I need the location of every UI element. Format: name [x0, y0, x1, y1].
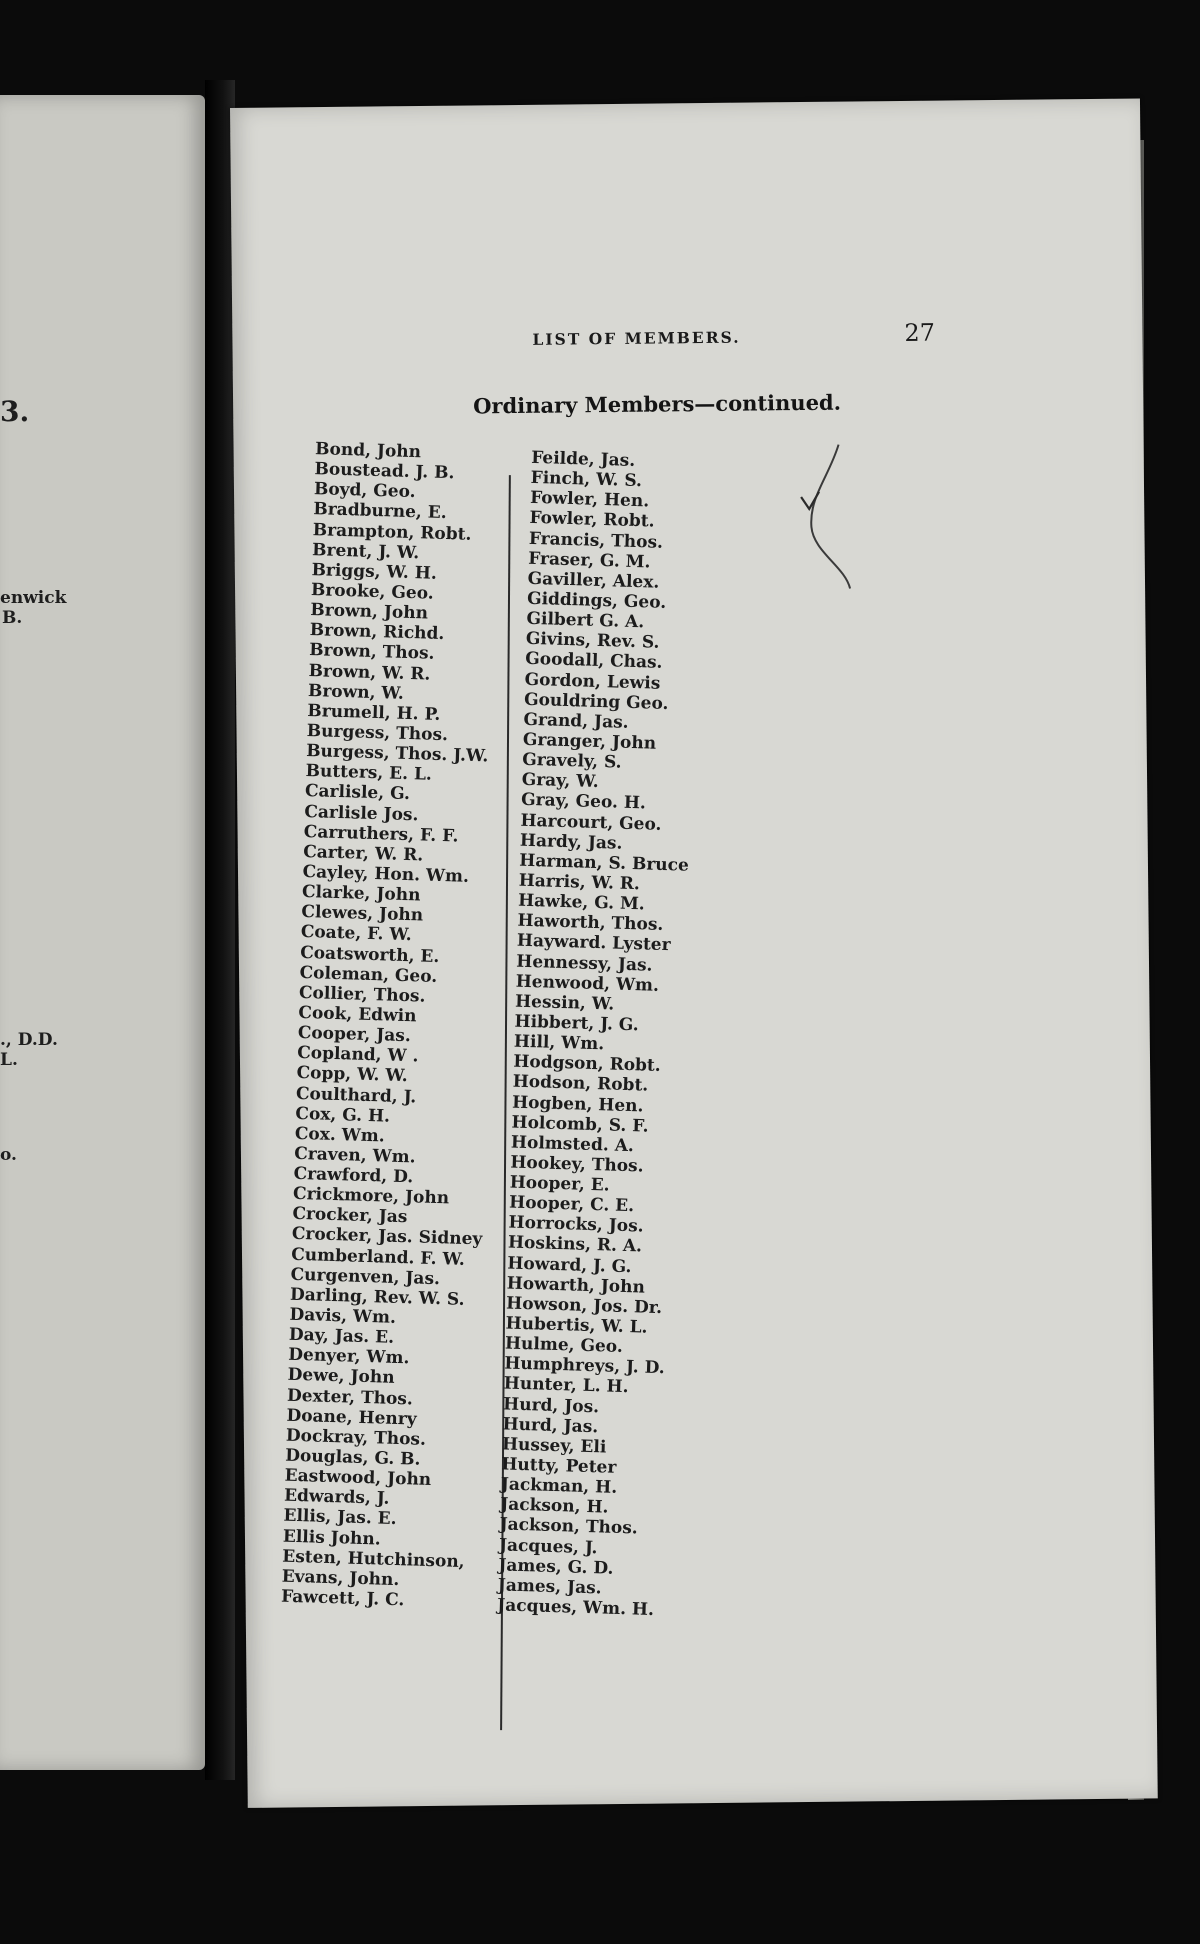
- right-page: [230, 98, 1158, 1807]
- page-number: 27: [904, 318, 936, 347]
- member-entry: Darling, Rev. W. S.: [289, 1284, 465, 1310]
- member-entry: Hill, Wm.: [513, 1031, 605, 1055]
- member-entry: Gaviller, Alex.: [527, 568, 660, 593]
- member-entry: Coate, F. W.: [300, 922, 413, 946]
- member-entry: Carruthers, F. F.: [303, 821, 459, 847]
- member-entry: Givins, Rev. S.: [525, 629, 660, 654]
- member-entry: Hodson, Robt.: [512, 1071, 649, 1096]
- left-page-fragment: B.: [2, 608, 23, 628]
- member-entry: Horrocks, Jos.: [508, 1212, 644, 1237]
- member-entry: Burgess, Thos.: [306, 720, 449, 746]
- member-entry: Fowler, Hen.: [529, 488, 650, 512]
- member-entry: Ellis John.: [282, 1526, 382, 1550]
- left-page-fragment: o.: [0, 1145, 17, 1165]
- member-entry: Hunter, L. H.: [503, 1373, 629, 1398]
- member-entry: Coatsworth, E.: [299, 942, 440, 967]
- member-entry: Harman, S. Bruce: [519, 850, 690, 876]
- member-entry: Doane, Henry: [286, 1405, 417, 1430]
- member-entry: Harcourt, Geo.: [520, 810, 662, 835]
- member-entry: Hogben, Hen.: [511, 1092, 644, 1116]
- member-entry: Howson, Jos. Dr.: [505, 1293, 663, 1319]
- member-entry: Jackman, H.: [500, 1474, 618, 1499]
- book-gutter: [205, 80, 235, 1780]
- member-entry: Hubertis, W. L.: [505, 1313, 648, 1338]
- members-column-1: [281, 439, 506, 1612]
- member-entry: Feilde, Jas.: [530, 447, 636, 471]
- member-entry: Gravely, S.: [522, 749, 622, 773]
- member-entry: Dexter, Thos.: [286, 1385, 414, 1410]
- member-entry: Brown, W.: [307, 680, 405, 704]
- member-entry: Burgess, Thos. J.W.: [305, 741, 489, 767]
- member-entry: Boyd, Geo.: [313, 479, 416, 503]
- member-entry: Jackson, H.: [499, 1494, 609, 1518]
- member-entry: Brent, J. W.: [311, 539, 420, 563]
- left-facing-page: [0, 95, 205, 1770]
- member-entry: Hayward. Lyster: [516, 931, 671, 956]
- member-entry: Cox, G. H.: [295, 1103, 391, 1127]
- member-entry: Dewe, John: [287, 1365, 395, 1389]
- running-head: LIST OF MEMBERS.: [532, 327, 741, 349]
- member-entry: Hurd, Jas.: [502, 1414, 599, 1438]
- member-entry: Goodall, Chas.: [525, 649, 663, 674]
- member-entry: Giddings, Geo.: [526, 588, 667, 613]
- member-entry: Denyer, Wm.: [287, 1345, 410, 1369]
- member-entry: Bond, John: [314, 439, 422, 463]
- member-entry: Esten, Hutchinson,: [282, 1546, 465, 1572]
- member-entry: Jackson, Thos.: [499, 1514, 638, 1539]
- member-entry: Grand, Jas.: [523, 709, 629, 733]
- member-entry: Curgenven, Jas.: [290, 1264, 441, 1289]
- member-entry: Humphreys, J. D.: [504, 1353, 665, 1379]
- member-entry: Carter, W. R.: [302, 841, 424, 866]
- member-entry: Hookey, Thos.: [510, 1152, 644, 1177]
- member-entry: Finch, W. S.: [530, 467, 643, 492]
- member-entry: Butters, E. L.: [305, 761, 433, 785]
- member-entry: Gouldring Geo.: [523, 689, 669, 714]
- member-entry: Brown, Thos.: [308, 640, 435, 665]
- member-entry: Holcomb, S. F.: [511, 1112, 649, 1137]
- member-entry: Hennessy, Jas.: [516, 951, 653, 976]
- member-entry: Dockray, Thos.: [285, 1425, 427, 1450]
- member-entry: Howard, J. G.: [507, 1253, 632, 1277]
- member-entry: Crawford, D.: [293, 1163, 414, 1188]
- member-entry: Brown, Richd.: [309, 620, 445, 645]
- member-entry: Fraser, G. M.: [527, 548, 651, 573]
- member-entry: James, G. D.: [498, 1555, 614, 1579]
- member-entry: Cumberland. F. W.: [290, 1244, 466, 1270]
- member-entry: Hardy, Jas.: [519, 830, 623, 854]
- member-entry: Hooper, C. E.: [508, 1192, 635, 1217]
- member-entry: Hoskins, R. A.: [507, 1232, 643, 1257]
- member-entry: Gray, W.: [521, 769, 599, 793]
- member-entry: Coleman, Geo.: [299, 962, 438, 987]
- member-entry: Coulthard, J.: [295, 1083, 417, 1107]
- member-entry: Hodgson, Robt.: [513, 1051, 661, 1077]
- member-entry: Hibbert, J. G.: [514, 1011, 639, 1036]
- member-entry: Gray, Geo. H.: [520, 790, 647, 814]
- member-entry: Brooke, Geo.: [310, 580, 434, 604]
- member-entry: Hussey, Eli: [501, 1434, 607, 1458]
- left-page-fragment: 3.: [0, 395, 30, 428]
- member-entry: Hulme, Geo.: [504, 1333, 624, 1358]
- left-page-fragment: ., D.D.: [0, 1030, 58, 1050]
- member-entry: Hooper, E.: [509, 1172, 610, 1196]
- member-entry: Boustead. J. B.: [314, 459, 455, 484]
- member-entry: Eastwood, John: [284, 1465, 432, 1491]
- member-entry: Crocker, Jas: [292, 1204, 408, 1228]
- member-entry: Granger, John: [522, 729, 657, 754]
- member-entry: Jacques, J.: [498, 1534, 598, 1558]
- member-entry: Brumell, H. P.: [307, 700, 441, 725]
- member-entry: Cook, Edwin: [298, 1002, 417, 1027]
- member-entry: Carlisle, G.: [304, 781, 411, 805]
- member-entry: Harris, W. R.: [518, 870, 641, 895]
- member-entry: Evans, John.: [281, 1566, 400, 1590]
- member-entry: Fowler, Robt.: [529, 508, 655, 532]
- member-entry: Hurd, Jos.: [502, 1394, 600, 1417]
- pencil-mark-icon: [798, 436, 880, 597]
- member-entry: Copland, W .: [296, 1043, 419, 1067]
- section-heading: Ordinary Members—continued.: [473, 389, 842, 419]
- member-entry: Bradburne, E.: [313, 499, 447, 524]
- member-entry: Jacques, Wm. H.: [496, 1595, 655, 1621]
- member-entry: Davis, Wm.: [289, 1304, 397, 1328]
- member-entry: Carlisle Jos.: [304, 801, 419, 825]
- member-entry: Cox. Wm.: [294, 1123, 385, 1147]
- member-entry: Henwood, Wm.: [515, 971, 660, 996]
- member-entry: Brown, W. R.: [308, 660, 431, 685]
- member-entry: Gilbert G. A.: [526, 608, 645, 633]
- member-entry: Crickmore, John: [292, 1183, 450, 1209]
- member-entry: Hessin, W.: [514, 991, 615, 1015]
- member-entry: Brampton, Robt.: [312, 519, 472, 545]
- member-entry: Collier, Thos.: [298, 982, 426, 1007]
- left-page-fragment: L.: [0, 1050, 18, 1070]
- member-entry: Edwards, J.: [283, 1485, 390, 1510]
- member-entry: Crocker, Jas. Sidney: [291, 1224, 483, 1250]
- member-entry: Hutty, Peter: [501, 1454, 617, 1478]
- member-entry: Ellis, Jas. E.: [283, 1506, 397, 1530]
- member-entry: Brown, John: [310, 600, 429, 624]
- member-entry: Hawke, G. M.: [517, 890, 646, 915]
- member-entry: Copp, W. W.: [296, 1063, 409, 1087]
- member-entry: Craven, Wm.: [293, 1143, 416, 1168]
- member-entry: Cooper, Jas.: [297, 1022, 412, 1047]
- member-entry: Gordon, Lewis: [524, 669, 661, 694]
- member-entry: Briggs, W. H.: [311, 559, 438, 584]
- member-entry: Clewes, John: [301, 902, 424, 926]
- members-column-2: [497, 448, 701, 1621]
- member-entry: Day, Jas. E.: [288, 1324, 395, 1349]
- member-entry: Howarth, John: [506, 1273, 646, 1298]
- member-entry: Clarke, John: [301, 882, 421, 906]
- member-entry: James, Jas.: [497, 1575, 602, 1599]
- member-entry: Haworth, Thos.: [517, 910, 664, 936]
- member-entry: Cayley, Hon. Wm.: [302, 861, 470, 887]
- left-page-fragment: enwick: [0, 588, 67, 608]
- member-entry: Francis, Thos.: [528, 528, 664, 553]
- member-entry: Douglas, G. B.: [285, 1445, 421, 1470]
- member-entry: Fawcett, J. C.: [280, 1586, 405, 1611]
- member-entry: Holmsted. A.: [510, 1132, 635, 1156]
